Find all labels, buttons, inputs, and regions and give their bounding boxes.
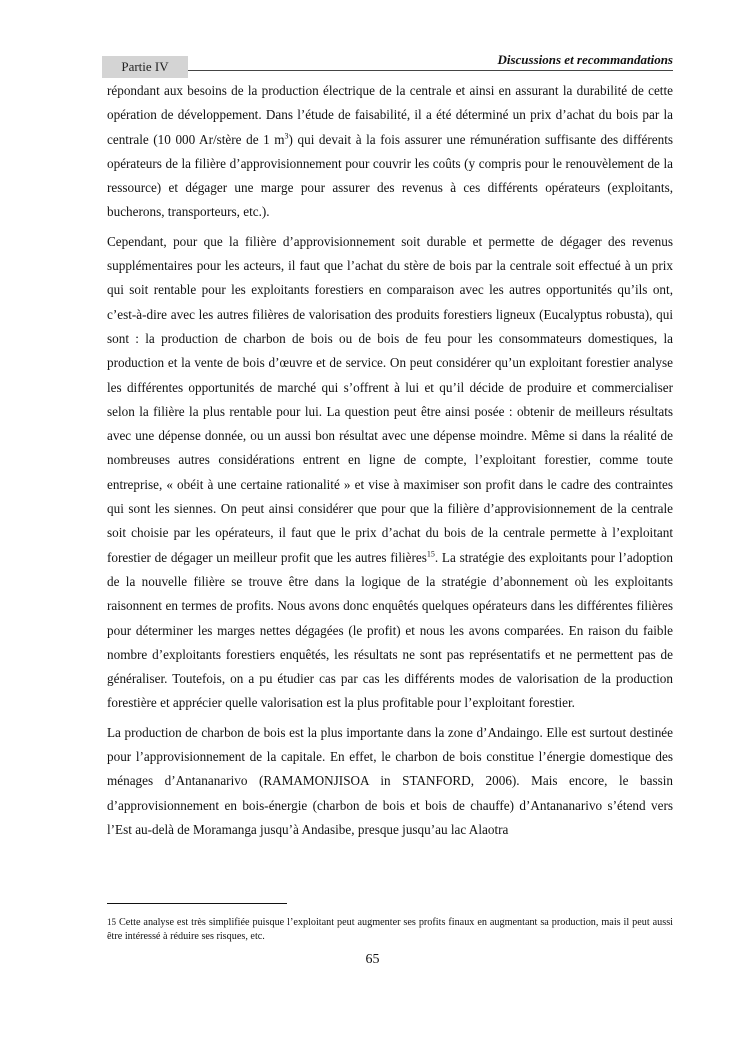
paragraph-3 — [107, 721, 673, 842]
superscript-3: 3 — [284, 131, 289, 141]
footnote-ref-15: 15 — [426, 549, 435, 559]
paragraph-2 — [107, 230, 673, 716]
body-text — [107, 79, 673, 847]
paragraph-2-text-b: . La stratégie des exploitants pour l’adoption de la nouvelle filière se trouve être dans la logique de la stratégie d’abonnement où les exploitants raisonnent en termes de profits. Nous avons donc enquêtés quelques opérateurs dans les différentes filières pour déterminer les marges nettes dégagées (le profit) et nous les avons comparées. En raison du faible nombre d’exploitants forestiers enquêtés, les résultats ne sont pas représentatifs et ne permettent pas de généraliser. Toutefois, on a pu étudier cas par cas les différents modes de valorisation de la production forestière et apprécier quelle valorisation est la plus profitable pour l’exploitant forestier. — [107, 549, 673, 711]
header-rule — [188, 70, 673, 71]
section-title: Discussions et recommandations — [497, 52, 673, 67]
paragraph-1 — [107, 79, 673, 225]
paragraph-1-text-a: répondant aux besoins de la production électrique de la centrale et ainsi en assurant la durabilité de cette opération de développement. Dans l’étude de faisabilité, il a été déterminé un prix d’achat du bois par la centrale (10 000 Ar/stère de 1 m — [107, 83, 673, 147]
page-number: 65 — [365, 952, 380, 967]
footnote-text: Cette analyse est très simplifiée puisque l’exploitant peut augmenter ses profits finaux en augmentant sa production, mais il peut aussi être intéressé à réduire ses risques, etc. — [107, 917, 673, 942]
footnote-number: 15 — [107, 917, 116, 927]
part-label: Partie IV — [102, 56, 188, 78]
footnote-rule — [107, 903, 287, 904]
paragraph-2-text-a: Cependant, pour que la filière d’approvisionnement soit durable et permette de dégager des revenus supplémentaires pour les acteurs, il faut que l’achat du stère de bois par la centrale soit effectué à un prix qui soit rentable pour les exploitants forestiers en comparaison avec les autres opportunités qu’ils ont, c’est-à-dire avec les autres filières de valorisation des produits forestiers ligneux (Eucalyptus robusta), qui sont : la production de charbon de bois ou de bois de feu pour les consommateurs domestiques, la production et la vente de bois d’œuvre et de service. On peut considérer qu’un exploitant forestier analyse les différentes opportunités de marché qui s’offrent à lui et qu’il décide de produire et commercialiser selon la filière la plus rentable pour lui. La question peut être ainsi posée : obtenir de meilleurs résultats avec une dépense donnée, ou un aussi bon résultat avec une dépense moindre. Même si dans la réalité de nombreuses autres considérations entrent en ligne de compte, l’exploitant forestier, comme toute entreprise, « obéit à une certaine rationalité » et vise à maximiser son profit dans le cadre des contraintes qui sont les siennes. On peut ainsi considérer que pour que la filière d’approvisionnement de la centrale soit choisie par les opérateurs, il faut que le prix d’achat du bois de la centrale permette à l’exploitant forestier de dégager un meilleur profit que les autres filières — [107, 233, 673, 565]
footnote — [107, 915, 673, 944]
paragraph-1-text-b: ) qui devait à la fois assurer une rémunération suffisante des différents opérateurs de la filière d’approvisionnement pour couvrir les coûts (y compris pour le renouvèlement de la ressource) et dégager une marge pour assurer des revenus à ces différents opérateurs (exploitants, bucherons, transporteurs, etc.). — [107, 131, 673, 220]
paragraph-3-text: La production de charbon de bois est la plus importante dans la zone d’Andaingo. Elle est surtout destinée pour l’approvisionnement de la capitale. En effet, le charbon de bois constitue l’énergie domestique des ménages d’Antananarivo (RAMAMONJISOA in STANFORD, 2006). Mais encore, le bassin d’approvisionnement en bois-énergie (charbon de bois et bois de chauffe) d’Antananarivo s’étend vers l’Est au-delà de Moramanga jusqu’à Andasibe, presque jusqu’au lac Alaotra — [107, 724, 673, 837]
